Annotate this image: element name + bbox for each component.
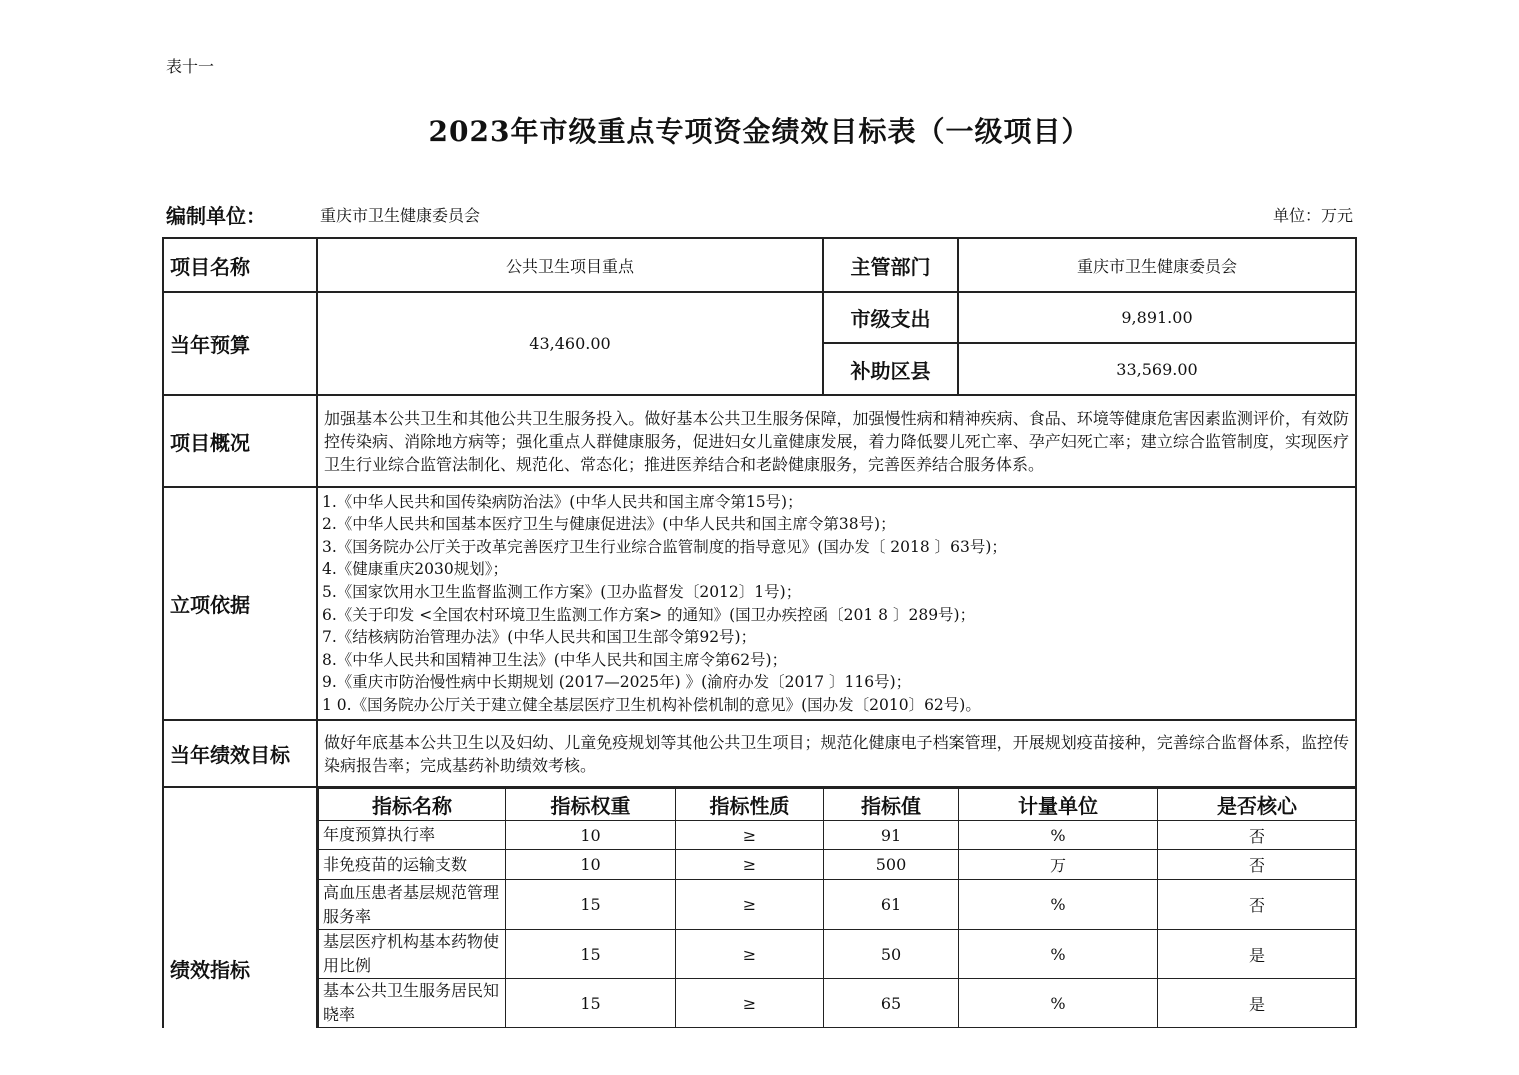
dept-label: 主管部门: [823, 238, 958, 292]
basis-item: 6.《关于印发 <全国农村环境卫生监测工作方案> 的通知》(国卫办疾控函〔201 8 〕289号)；: [322, 605, 976, 624]
money-unit: 单位：万元: [1272, 206, 1353, 225]
indicator-weight: 15: [506, 979, 676, 1028]
goal-label: 当年绩效目标: [163, 720, 317, 787]
indicator-nature: ≥: [676, 979, 824, 1028]
basis-item: 3.《国务院办公厅关于改革完善医疗卫生行业综合监管制度的指导意见》(国办发〔 2018 〕63号)；: [322, 537, 1007, 556]
indicator-core: 是: [1158, 979, 1357, 1028]
basis-item: 4.《健康重庆2030规划》；: [322, 560, 508, 579]
table-row: [319, 821, 1357, 850]
page-title: 2023年市级重点专项资金绩效目标表（一级项目）: [428, 115, 1091, 148]
indicator-nature: ≥: [676, 880, 824, 930]
performance-target-table: [162, 237, 1357, 1028]
indicator-name: 高血压患者基层规范管理服务率: [319, 880, 506, 930]
basis-item: 2.《中华人民共和国基本医疗卫生与健康促进法》(中华人民共和国主席令第38号)；: [322, 515, 896, 534]
overview-label: 项目概况: [163, 395, 317, 487]
indicator-unit: %: [959, 880, 1158, 930]
indicator-weight: 15: [506, 930, 676, 979]
budget-total: 43,460.00: [317, 292, 823, 395]
indicator-name: 基层医疗机构基本药物使用比例: [319, 930, 506, 979]
county-subsidy-value: 33,569.00: [958, 343, 1356, 395]
indicator-weight: 15: [506, 880, 676, 930]
indicator-name: 基本公共卫生服务居民知晓率: [319, 979, 506, 1028]
indicators-table: [318, 788, 1357, 1028]
table-number: 表十一: [166, 57, 215, 76]
project-name-label: 项目名称: [163, 238, 317, 292]
indicators-label: 绩效指标: [163, 787, 317, 1028]
indicator-core: 否: [1158, 821, 1357, 850]
indicator-name: 年度预算执行率: [319, 821, 506, 850]
indicator-nature: ≥: [676, 821, 824, 850]
table-row: [319, 880, 1357, 930]
indicator-unit: %: [959, 979, 1158, 1028]
indicator-unit: 万: [959, 850, 1158, 880]
indicator-value: 65: [824, 979, 959, 1028]
basis-item: 1.《中华人民共和国传染病防治法》(中华人民共和国主席令第15号)；: [322, 492, 803, 511]
indicators-cell: [317, 787, 1356, 1028]
compiling-unit-value: 重庆市卫生健康委员会: [320, 206, 481, 225]
indicator-nature: ≥: [676, 850, 824, 880]
basis-item: 8.《中华人民共和国精神卫生法》(中华人民共和国主席令第62号)；: [322, 650, 788, 669]
header-is-core: 是否核心: [1158, 789, 1357, 821]
project-name-value: 公共卫生项目重点: [317, 238, 823, 292]
dept-value: 重庆市卫生健康委员会: [958, 238, 1356, 292]
indicator-core: 否: [1158, 850, 1357, 880]
county-subsidy-label: 补助区县: [823, 343, 958, 395]
compiling-unit-label: 编制单位：: [166, 204, 266, 228]
budget-label: 当年预算: [163, 292, 317, 395]
header-indicator-name: 指标名称: [319, 789, 506, 821]
basis-list: [317, 487, 1356, 720]
indicator-value: 50: [824, 930, 959, 979]
overview-text: 加强基本公共卫生和其他公共卫生服务投入。做好基本公共卫生服务保障，加强慢性病和精神疾病、食品、环境等健康危害因素监测评价，有效防控传染病、消除地方病等；强化重点人群健康服务，促进妇女儿童健康发展，着力降低婴儿死亡率、孕产妇死亡率；建立综合监管制度，实现医疗卫生行业综合监管法制化、规范化、常态化；推进医养结合和老龄健康服务，完善医养结合服务体系。: [317, 395, 1356, 487]
indicator-unit: %: [959, 930, 1158, 979]
basis-label: 立项依据: [163, 487, 317, 720]
city-expense-label: 市级支出: [823, 292, 958, 343]
table-row: [319, 850, 1357, 880]
city-expense-value: 9,891.00: [958, 292, 1356, 343]
goal-text: 做好年底基本公共卫生以及妇幼、儿童免疫规划等其他公共卫生项目；规范化健康电子档案管理，开展规划疫苗接种，完善综合监督体系，监控传染病报告率；完成基药补助绩效考核。: [317, 720, 1356, 787]
header-measure-unit: 计量单位: [959, 789, 1158, 821]
basis-item: 5.《国家饮用水卫生监督监测工作方案》(卫办监督发〔2012〕1号)；: [322, 582, 802, 601]
indicator-value: 91: [824, 821, 959, 850]
basis-item: 7.《结核病防治管理办法》(中华人民共和国卫生部令第92号)；: [322, 628, 757, 647]
header-indicator-weight: 指标权重: [506, 789, 676, 821]
header-indicator-nature: 指标性质: [676, 789, 824, 821]
basis-item: 1 0.《国务院办公厅关于建立健全基层医疗卫生机构补偿机制的意见》(国办发〔2010〕62号)。: [322, 695, 981, 714]
indicator-value: 500: [824, 850, 959, 880]
indicator-value: 61: [824, 880, 959, 930]
table-row: [319, 930, 1357, 979]
header-indicator-value: 指标值: [824, 789, 959, 821]
basis-item: 9.《重庆市防治慢性病中长期规划 (2017—2025年) 》(渝府办发〔2017 〕116号)；: [322, 673, 912, 692]
indicator-core: 否: [1158, 880, 1357, 930]
indicator-weight: 10: [506, 821, 676, 850]
indicator-weight: 10: [506, 850, 676, 880]
table-row: [319, 979, 1357, 1028]
indicator-unit: %: [959, 821, 1158, 850]
indicator-nature: ≥: [676, 930, 824, 979]
indicator-name: 非免疫苗的运输支数: [319, 850, 506, 880]
indicator-core: 是: [1158, 930, 1357, 979]
